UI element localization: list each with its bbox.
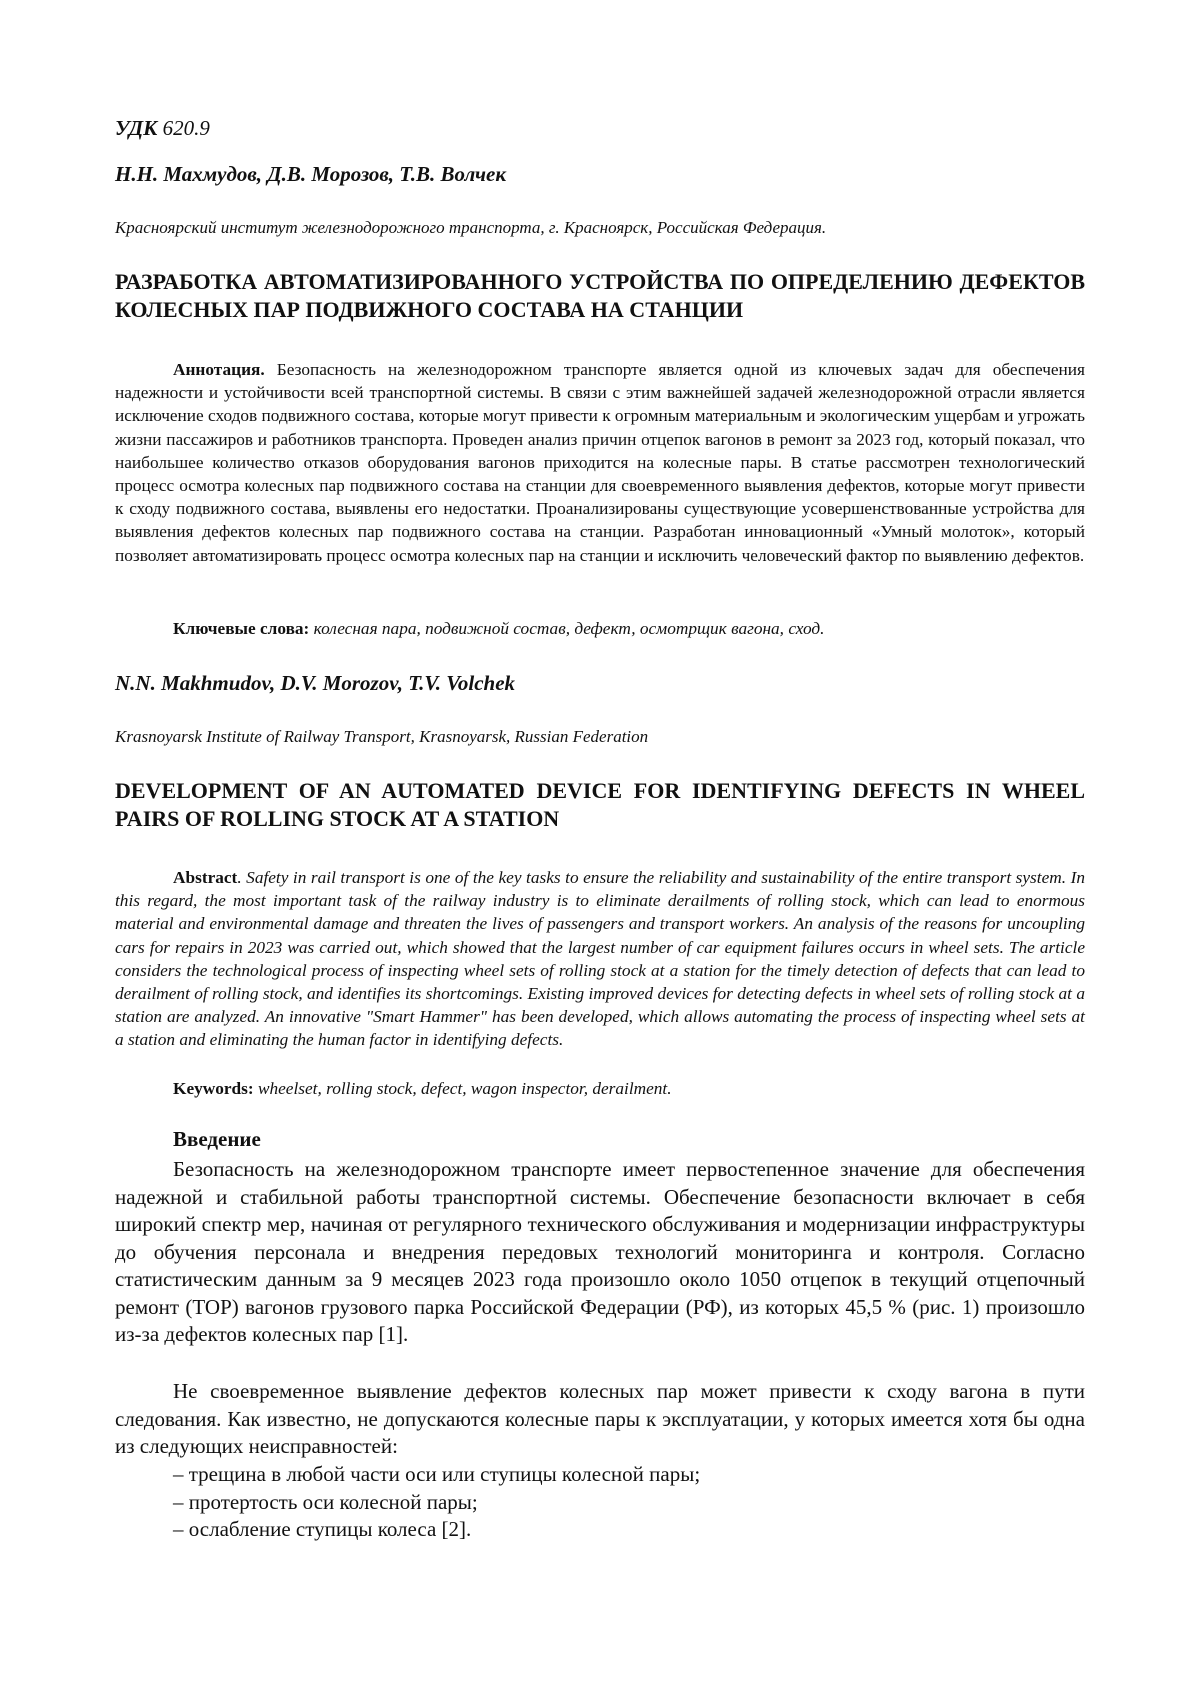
list-item: – ослабление ступицы колеса [2]. [173,1517,472,1541]
udk-label: УДК [115,116,158,140]
ru-affiliation: Красноярский институт железнодорожного транспорта, г. Красноярск, Российская Федерация. [115,218,827,237]
intro-paragraph-2: Не своевременное выявление дефектов колесных пар может привести к сходу вагона в пути следования. Как известно, не допускаются колесные пары к эксплуатации, у которых имеется хотя бы одна из следующих неисправностей: [115,1379,1085,1458]
en-abstract [115,866,1085,1052]
en-affiliation: Krasnoyarsk Institute of Railway Transport, Krasnoyarsk, Russian Federation [115,727,649,746]
en-keywords-text: wheelset, rolling stock, defect, wagon inspector, derailment. [257,1079,672,1098]
en-keywords-label: Keywords: [173,1079,254,1098]
list-item: – трещина в любой части оси или ступицы колесной пары; [173,1462,701,1486]
ru-abstract-text: Безопасность на железнодорожном транспорте является одной из ключевых задач для обеспечения надежности и устойчивости всей транспортной системы. В связи с этим важнейшей задачей железнодорожной отрасли является исключение сходов подвижного состава, которые могут привести к огромным материальным и экологическим ущербам и угрожать жизни пассажиров и работников транспорта. Проведен анализ причин отцепок вагонов в ремонт за 2023 год, который показал, что наибольшее количество отказов оборудования вагонов приходится на колесные пары. В статье рассмотрен технологический процесс осмотра колесных пар подвижного состава на станции для своевременного выявления дефектов, которые могут привести к сходу подвижного состава, выявлены его недостатки. Проанализированы существующие усовершенствованные устройства для выявления дефектов колесных пар подвижного состава на станции. Разработан инновационный «Умный молоток», который позволяет автоматизировать процесс осмотра колесных пар на станции и исключить человеческий фактор по выявлению дефектов. [115,360,1086,565]
udk-line [115,116,1085,141]
ru-keywords-text: колесная пара, подвижной состав, дефект, осмотрщик вагона, сход. [313,619,825,638]
en-abstract-label: Abstract [173,868,238,887]
udk-code: 620.9 [162,116,210,140]
defects-list [115,1461,1143,1544]
ru-title: РАЗРАБОТКА АВТОМАТИЗИРОВАННОГО УСТРОЙСТВА ПО ОПРЕДЕЛЕНИЮ ДЕФЕКТОВ КОЛЕСНЫХ ПАР ПОДВИЖНОГО СОСТАВА НА СТАНЦИИ [115,269,1085,322]
en-keywords [115,1077,1143,1100]
ru-keywords [115,617,1143,640]
ru-abstract-label: Аннотация. [173,360,265,379]
intro-heading: Введение [173,1127,261,1151]
en-title: DEVELOPMENT OF AN AUTOMATED DEVICE FOR IDENTIFYING DEFECTS IN WHEEL PAIRS OF ROLLING STOCK AT A STATION [115,778,1085,831]
en-abstract-text: . Safety in rail transport is one of the key tasks to ensure the reliability and sustainability of the entire transport system. In this regard, the most important task of the railway industry is to eliminate derailments of rolling stock, which can lead to enormous material and environmental damage and threaten the lives of passengers and transport workers. An analysis of the reasons for uncoupling cars for repairs in 2023 was carried out, which showed that the largest number of car equipment failures occurs in wheel sets. The article considers the technological process of inspecting wheel sets of rolling stock at a station for the timely detection of defects that can lead to derailment of rolling stock, and identifies its shortcomings. Existing improved devices for detecting defects in wheel sets of rolling stock at a station are analyzed. An innovative "Smart Hammer" has been developed, which allows automating the process of inspecting wheel sets at a station and eliminating the human factor in identifying defects. [115,868,1085,1050]
list-item: – протертость оси колесной пары; [173,1489,478,1514]
ru-authors: Н.Н. Махмудов, Д.В. Морозов, Т.В. Волчек [115,162,506,186]
intro-paragraph-1: Безопасность на железнодорожном транспорте имеет первостепенное значение для обеспечения надежной и стабильной работы транспортной системы. Обеспечение безопасности включает в себя широкий спектр мер, начиная от регулярного технического обслуживания и модернизации инфраструктуры до обучения персонала и внедрения передовых технологий мониторинга и контроля. Согласно статистическим данным за 9 месяцев 2023 года произошло около 1050 отцепок в текущий отцепочный ремонт (ТОР) вагонов грузового парка Российской Федерации (РФ), из которых 45,5 % (рис. 1) произошло из-за дефектов колесных пар [1]. [115,1157,1085,1346]
ru-abstract [115,358,1085,567]
ru-keywords-label: Ключевые слова: [173,619,310,638]
en-authors: N.N. Makhmudov, D.V. Morozov, T.V. Volchek [115,671,516,695]
